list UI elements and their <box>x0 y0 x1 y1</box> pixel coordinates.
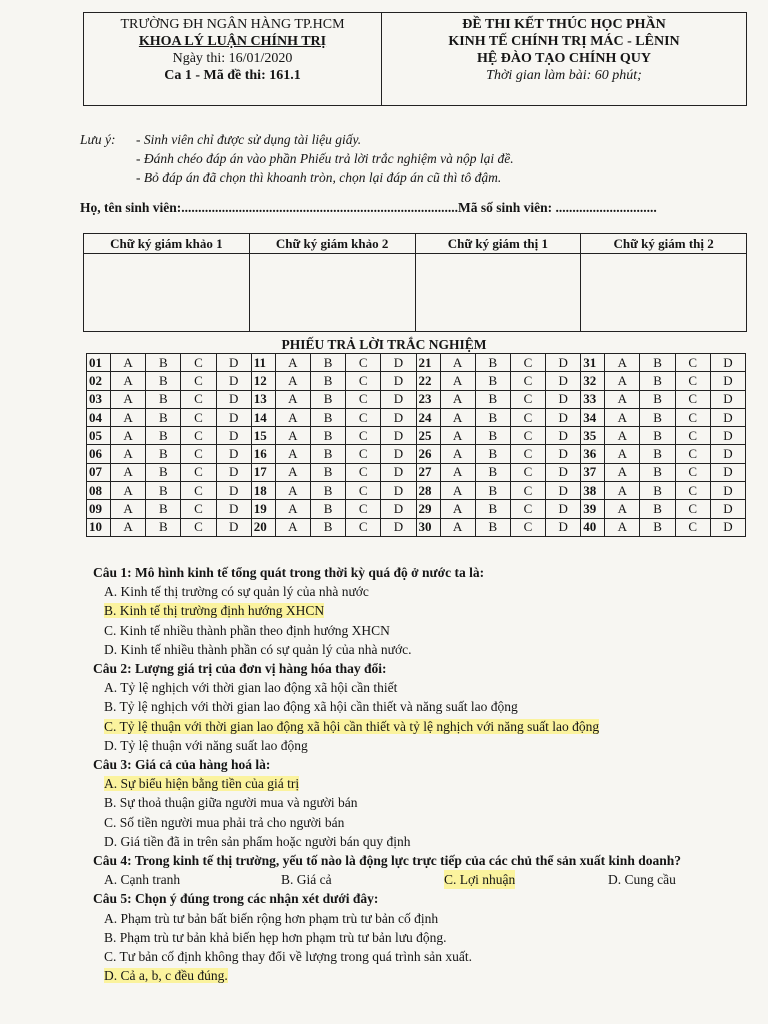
option-item: A. Kinh tế thị trường có sự quản lý của nhà nước <box>104 584 369 600</box>
answer-choice[interactable]: C <box>510 482 545 500</box>
question-number: 07 <box>87 463 111 481</box>
faculty-name: KHOA LÝ LUẬN CHÍNH TRỊ <box>138 34 327 49</box>
answer-choice[interactable]: D <box>546 518 581 536</box>
question-number: 17 <box>251 463 275 481</box>
option-item: B. Phạm trù tư bản khả biến hẹp hơn phạm trù tư bản lưu động. <box>104 929 447 945</box>
answer-choice[interactable]: A <box>111 427 146 445</box>
answer-choice[interactable]: A <box>111 518 146 536</box>
answer-choice[interactable]: C <box>181 518 216 536</box>
option-item: A. Cạnh tranh <box>104 872 181 888</box>
answer-choice[interactable]: D <box>710 408 745 426</box>
answer-choice[interactable]: A <box>440 427 475 445</box>
course-name: KINH TẾ CHÍNH TRỊ MÁC - LÊNIN <box>448 34 680 49</box>
signature-header: Chữ ký giám khảo 2 <box>249 234 415 254</box>
answer-choice[interactable]: C <box>675 372 710 390</box>
answer-choice[interactable]: D <box>381 463 416 481</box>
signature-box[interactable] <box>415 254 581 332</box>
exam-code: Ca 1 - Mã đề thi: 161.1 <box>164 68 301 83</box>
answer-choice[interactable]: B <box>310 445 345 463</box>
answer-choice[interactable]: A <box>605 427 640 445</box>
answer-choice[interactable]: C <box>510 354 545 372</box>
answer-choice[interactable]: A <box>605 390 640 408</box>
answer-choice[interactable]: C <box>510 500 545 518</box>
answer-choice[interactable]: A <box>605 482 640 500</box>
question-number: 39 <box>581 500 605 518</box>
option-item: D. Cả a, b, c đều đúng. <box>104 968 228 984</box>
answer-choice[interactable]: D <box>216 354 251 372</box>
answer-row <box>87 372 746 390</box>
answer-choice[interactable]: D <box>546 482 581 500</box>
question-number: 38 <box>581 482 605 500</box>
answer-choice[interactable]: A <box>605 463 640 481</box>
answer-row <box>87 354 746 372</box>
answer-choice[interactable]: C <box>181 463 216 481</box>
answer-choice[interactable]: B <box>310 354 345 372</box>
question-number: 11 <box>251 354 275 372</box>
question-number: 22 <box>416 372 440 390</box>
answer-choice[interactable]: B <box>146 408 181 426</box>
question-number: 04 <box>87 408 111 426</box>
answer-choice[interactable]: A <box>275 482 310 500</box>
question-number: 14 <box>251 408 275 426</box>
answer-choice[interactable]: D <box>216 500 251 518</box>
question-number: 01 <box>87 354 111 372</box>
answer-row <box>87 427 746 445</box>
answer-choice[interactable]: B <box>146 463 181 481</box>
answer-choice[interactable]: D <box>216 408 251 426</box>
answer-choice[interactable]: A <box>440 445 475 463</box>
answer-choice[interactable]: B <box>310 482 345 500</box>
answer-choice[interactable]: D <box>546 463 581 481</box>
question-number: 08 <box>87 482 111 500</box>
answer-choice[interactable]: A <box>275 463 310 481</box>
answer-choice[interactable]: A <box>440 518 475 536</box>
answer-choice[interactable]: A <box>275 372 310 390</box>
question-number: 25 <box>416 427 440 445</box>
answer-choice[interactable]: D <box>381 500 416 518</box>
answer-choice[interactable]: C <box>675 463 710 481</box>
answer-choice[interactable]: D <box>216 518 251 536</box>
answer-row <box>87 500 746 518</box>
answer-choice[interactable]: A <box>275 354 310 372</box>
answer-choice[interactable]: A <box>111 500 146 518</box>
school-name: TRƯỜNG ĐH NGÂN HÀNG TP.HCM <box>120 17 345 32</box>
answer-choice[interactable]: B <box>475 500 510 518</box>
answer-choice[interactable]: C <box>346 463 381 481</box>
answer-choice[interactable]: D <box>381 390 416 408</box>
answer-choice[interactable]: B <box>640 427 675 445</box>
answer-choice[interactable]: A <box>275 518 310 536</box>
exam-duration: Thời gian làm bài: 60 phút; <box>486 68 642 83</box>
answer-choice[interactable]: A <box>111 445 146 463</box>
answer-choice[interactable]: D <box>381 518 416 536</box>
note-item: - Sinh viên chỉ được sử dụng tài liệu giấy. <box>136 132 362 147</box>
notes-label: Lưu ý: <box>80 132 116 147</box>
answer-choice[interactable]: C <box>346 518 381 536</box>
answer-choice[interactable]: B <box>146 445 181 463</box>
question-number: 16 <box>251 445 275 463</box>
question-text: Câu 4: Trong kinh tế thị trường, yếu tố nào là động lực trực tiếp của các chủ thể sản xuất kinh doanh? <box>93 853 681 869</box>
answer-choice[interactable]: A <box>111 354 146 372</box>
question-number: 05 <box>87 427 111 445</box>
answer-choice[interactable]: A <box>605 408 640 426</box>
answer-choice[interactable]: C <box>510 408 545 426</box>
answer-choice[interactable]: B <box>310 372 345 390</box>
question-number: 27 <box>416 463 440 481</box>
question-number: 18 <box>251 482 275 500</box>
option-item: B. Tỷ lệ nghịch với thời gian lao động xã hội cần thiết và năng suất lao động <box>104 699 518 715</box>
answer-choice[interactable]: D <box>546 372 581 390</box>
question-text: Câu 1: Mô hình kinh tế tổng quát trong thời kỳ quá độ ở nước ta là: <box>93 565 485 580</box>
answer-choice[interactable]: D <box>216 463 251 481</box>
answer-choice[interactable]: B <box>475 372 510 390</box>
answer-row <box>87 518 746 536</box>
answer-choice[interactable]: A <box>440 408 475 426</box>
answer-choice[interactable]: B <box>475 518 510 536</box>
answer-row <box>87 482 746 500</box>
question-number: 09 <box>87 500 111 518</box>
answer-choice[interactable]: B <box>475 427 510 445</box>
answer-choice[interactable]: C <box>181 427 216 445</box>
question-number: 33 <box>581 390 605 408</box>
answer-choice[interactable]: C <box>181 372 216 390</box>
question-text: Câu 5: Chọn ý đúng trong các nhận xét dưới đây: <box>93 891 379 907</box>
question-text: Câu 3: Giá cả của hàng hoá là: <box>93 757 271 773</box>
answer-choice[interactable]: D <box>216 390 251 408</box>
answer-choice[interactable]: D <box>546 354 581 372</box>
answer-choice[interactable]: A <box>275 408 310 426</box>
answer-choice[interactable]: B <box>146 372 181 390</box>
option-item: D. Kinh tế nhiều thành phần có sự quản lý của nhà nước. <box>104 641 412 657</box>
answer-choice[interactable]: C <box>346 354 381 372</box>
signature-header: Chữ ký giám thị 1 <box>415 234 581 254</box>
answer-choice[interactable]: B <box>146 427 181 445</box>
answer-choice[interactable]: D <box>546 445 581 463</box>
answer-choice[interactable]: D <box>710 500 745 518</box>
answer-choice[interactable]: A <box>111 482 146 500</box>
answer-choice[interactable]: D <box>710 354 745 372</box>
question-number: 03 <box>87 390 111 408</box>
signature-header: Chữ ký giám khảo 1 <box>84 234 250 254</box>
option-item: A. Sự biểu hiện bằng tiền của giá trị <box>104 776 300 792</box>
answer-choice[interactable]: C <box>675 518 710 536</box>
answer-choice[interactable]: B <box>475 445 510 463</box>
answer-sheet-table <box>86 353 746 537</box>
answer-choice[interactable]: C <box>675 482 710 500</box>
answer-choice[interactable]: B <box>475 390 510 408</box>
answer-choice[interactable]: D <box>381 427 416 445</box>
answer-choice[interactable]: B <box>475 463 510 481</box>
answer-sheet-title: PHIẾU TRẢ LỜI TRẮC NGHIỆM <box>281 337 487 352</box>
answer-choice[interactable]: D <box>710 518 745 536</box>
answer-choice[interactable]: D <box>710 445 745 463</box>
answer-choice[interactable]: C <box>675 408 710 426</box>
signature-box[interactable] <box>581 254 747 332</box>
answer-choice[interactable]: B <box>146 354 181 372</box>
answer-choice[interactable]: C <box>181 390 216 408</box>
program-name: HỆ ĐÀO TẠO CHÍNH QUY <box>477 51 651 66</box>
answer-choice[interactable]: B <box>475 354 510 372</box>
answer-choice[interactable]: B <box>640 354 675 372</box>
answer-choice[interactable]: A <box>440 354 475 372</box>
option-item: C. Tỷ lệ thuận với thời gian lao động xã hội cần thiết và tỷ lệ nghịch với năng suất lao động <box>104 718 600 734</box>
answer-choice[interactable]: D <box>546 427 581 445</box>
answer-choice[interactable]: A <box>440 482 475 500</box>
answer-choice[interactable]: B <box>310 408 345 426</box>
question-number: 31 <box>581 354 605 372</box>
answer-choice[interactable]: B <box>475 408 510 426</box>
question-number: 13 <box>251 390 275 408</box>
answer-choice[interactable]: A <box>111 408 146 426</box>
option-item: A. Tỷ lệ nghịch với thời gian lao động xã hội cần thiết <box>104 680 398 696</box>
answer-choice[interactable]: D <box>381 482 416 500</box>
signature-table <box>83 233 747 332</box>
answer-choice[interactable]: A <box>111 463 146 481</box>
answer-choice[interactable]: B <box>475 482 510 500</box>
option-item: A. Phạm trù tư bản bất biến rộng hơn phạm trù tư bản cố định <box>104 910 439 926</box>
questions-section <box>93 563 748 985</box>
answer-row <box>87 390 746 408</box>
question-number: 29 <box>416 500 440 518</box>
answer-choice[interactable]: A <box>275 390 310 408</box>
answer-choice[interactable]: B <box>146 482 181 500</box>
answer-choice[interactable]: D <box>216 482 251 500</box>
question-number: 37 <box>581 463 605 481</box>
signature-box[interactable] <box>249 254 415 332</box>
answer-choice[interactable]: B <box>146 500 181 518</box>
answer-choice[interactable]: D <box>710 482 745 500</box>
answer-choice[interactable]: D <box>546 390 581 408</box>
answer-choice[interactable]: B <box>310 390 345 408</box>
answer-choice[interactable]: D <box>381 354 416 372</box>
answer-choice[interactable]: D <box>710 372 745 390</box>
answer-choice[interactable]: A <box>111 372 146 390</box>
answer-choice[interactable]: A <box>605 500 640 518</box>
option-item: B. Kinh tế thị trường định hướng XHCN <box>104 603 325 619</box>
answer-choice[interactable]: D <box>216 427 251 445</box>
question-number: 20 <box>251 518 275 536</box>
answer-choice[interactable]: C <box>346 500 381 518</box>
option-item: B. Giá cả <box>281 872 332 888</box>
answer-choice[interactable]: D <box>546 408 581 426</box>
option-item: B. Sự thoả thuận giữa người mua và người bán <box>104 795 358 811</box>
question-number: 21 <box>416 354 440 372</box>
answer-choice[interactable]: B <box>146 390 181 408</box>
question-number: 02 <box>87 372 111 390</box>
answer-choice[interactable]: C <box>346 427 381 445</box>
answer-choice[interactable]: C <box>510 390 545 408</box>
answer-choice[interactable]: C <box>510 427 545 445</box>
answer-choice[interactable]: A <box>605 445 640 463</box>
question-number: 30 <box>416 518 440 536</box>
note-item: - Bỏ đáp án đã chọn thì khoanh tròn, chọn lại đáp án cũ thì tô đậm. <box>136 170 502 185</box>
answer-choice[interactable]: C <box>181 408 216 426</box>
answer-choice[interactable]: B <box>310 427 345 445</box>
answer-choice[interactable]: A <box>440 372 475 390</box>
answer-choice[interactable]: D <box>216 445 251 463</box>
answer-choice[interactable]: B <box>146 518 181 536</box>
question-number: 12 <box>251 372 275 390</box>
answer-choice[interactable]: D <box>381 408 416 426</box>
answer-choice[interactable]: D <box>381 372 416 390</box>
answer-choice[interactable]: B <box>640 408 675 426</box>
question-number: 35 <box>581 427 605 445</box>
question-number: 40 <box>581 518 605 536</box>
answer-choice[interactable]: C <box>181 445 216 463</box>
answer-choice[interactable]: C <box>346 482 381 500</box>
exam-title: ĐỀ THI KẾT THÚC HỌC PHẦN <box>462 17 666 32</box>
answer-choice[interactable]: C <box>181 500 216 518</box>
answer-choice[interactable]: C <box>675 445 710 463</box>
answer-choice[interactable]: B <box>310 500 345 518</box>
exam-notes <box>80 130 514 187</box>
signature-header: Chữ ký giám thị 2 <box>581 234 747 254</box>
answer-row <box>87 408 746 426</box>
question-number: 15 <box>251 427 275 445</box>
answer-choice[interactable]: B <box>310 518 345 536</box>
question-number: 28 <box>416 482 440 500</box>
answer-choice[interactable]: A <box>275 445 310 463</box>
answer-choice[interactable]: B <box>640 482 675 500</box>
answer-choice[interactable]: B <box>310 463 345 481</box>
answer-choice[interactable]: B <box>640 445 675 463</box>
question-number: 32 <box>581 372 605 390</box>
option-item: C. Lợi nhuận <box>444 870 515 889</box>
answer-choice[interactable]: D <box>710 463 745 481</box>
answer-choice[interactable]: A <box>111 390 146 408</box>
option-item: C. Số tiền người mua phải trả cho người bán <box>104 814 345 830</box>
answer-choice[interactable]: D <box>546 500 581 518</box>
question-number: 10 <box>87 518 111 536</box>
answer-choice[interactable]: B <box>640 518 675 536</box>
answer-row <box>87 445 746 463</box>
answer-choice[interactable]: C <box>346 445 381 463</box>
answer-choice[interactable]: D <box>216 372 251 390</box>
answer-choice[interactable]: C <box>675 427 710 445</box>
answer-choice[interactable]: B <box>640 390 675 408</box>
answer-choice[interactable]: C <box>181 482 216 500</box>
answer-choice[interactable]: A <box>605 518 640 536</box>
header-school-info <box>84 13 382 105</box>
option-item: D. Cung cầu <box>608 872 676 888</box>
note-item: - Đánh chéo đáp án vào phần Phiếu trả lời trắc nghiệm và nộp lại đề. <box>136 151 514 166</box>
answer-choice[interactable]: B <box>640 463 675 481</box>
option-item: C. Tư bản cố định không thay đổi về lượng trong quá trình sản xuất. <box>104 949 472 965</box>
question-number: 19 <box>251 500 275 518</box>
answer-choice[interactable]: A <box>275 427 310 445</box>
answer-choice[interactable]: C <box>675 354 710 372</box>
student-info-line: Họ, tên sinh viên:..................................................................................Mã số sinh viên: .............................. <box>80 200 657 215</box>
answer-choice[interactable]: C <box>510 518 545 536</box>
answer-choice[interactable]: C <box>181 354 216 372</box>
answer-choice[interactable]: C <box>346 390 381 408</box>
answer-choice[interactable]: C <box>346 408 381 426</box>
question-number: 06 <box>87 445 111 463</box>
option-item: C. Kinh tế nhiều thành phần theo định hướng XHCN <box>104 622 390 638</box>
option-item: D. Giá tiền đã in trên sản phẩm hoặc người bán quy định <box>104 833 411 849</box>
answer-choice[interactable]: C <box>675 390 710 408</box>
answer-choice[interactable]: A <box>605 372 640 390</box>
answer-choice[interactable]: D <box>381 445 416 463</box>
answer-choice[interactable]: C <box>346 372 381 390</box>
answer-row <box>87 463 746 481</box>
option-item: D. Tỷ lệ thuận với năng suất lao động <box>104 737 308 753</box>
question-number: 36 <box>581 445 605 463</box>
answer-choice[interactable]: C <box>510 463 545 481</box>
answer-choice[interactable]: B <box>640 500 675 518</box>
answer-choice[interactable]: A <box>275 500 310 518</box>
answer-choice[interactable]: C <box>510 445 545 463</box>
answer-choice[interactable]: A <box>605 354 640 372</box>
answer-choice[interactable]: D <box>710 427 745 445</box>
answer-choice[interactable]: A <box>440 390 475 408</box>
question-number: 34 <box>581 408 605 426</box>
answer-choice[interactable]: A <box>440 463 475 481</box>
question-text: Câu 2: Lượng giá trị của đơn vị hàng hóa thay đổi: <box>93 661 387 677</box>
question-number: 26 <box>416 445 440 463</box>
question-number: 23 <box>416 390 440 408</box>
answer-choice[interactable]: D <box>710 390 745 408</box>
exam-date: Ngày thi: 16/01/2020 <box>172 51 293 66</box>
header-exam-info <box>382 13 746 105</box>
answer-choice[interactable]: B <box>640 372 675 390</box>
signature-box[interactable] <box>84 254 250 332</box>
answer-choice[interactable]: C <box>675 500 710 518</box>
answer-choice[interactable]: C <box>510 372 545 390</box>
exam-header <box>83 12 747 106</box>
answer-choice[interactable]: A <box>440 500 475 518</box>
question-number: 24 <box>416 408 440 426</box>
